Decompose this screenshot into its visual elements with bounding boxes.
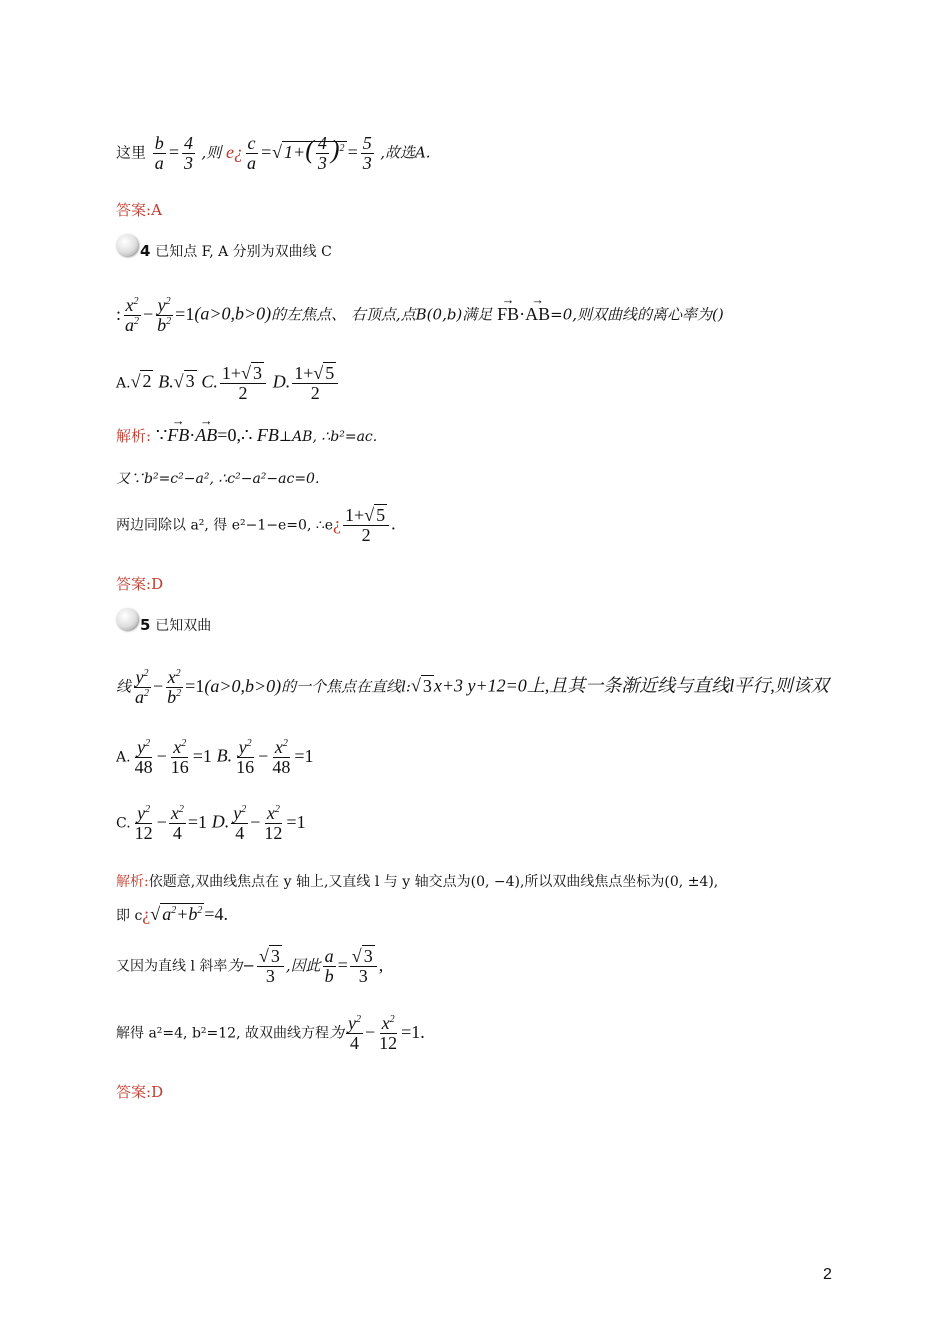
q5-analysis-2-formula: √ $a^2+b^2 =4$.	[150, 904, 228, 924]
q5-analysis-4-mid: 为	[328, 1023, 344, 1042]
q5-bullet-icon	[116, 608, 138, 630]
q4-analysis-3-marker: ¿	[333, 513, 342, 534]
q5-analysis-3	[116, 947, 383, 986]
q4-analysis-label: 解析:	[116, 427, 152, 445]
q5-answer	[116, 1081, 163, 1102]
q3-solution-line	[116, 134, 431, 173]
q4-option-c: $\frac{1+√ 3}{2}$	[220, 364, 266, 403]
q5-stem-line: 线 $\frac{y^2}{a^2}$ − $\frac{x^2}{b^2}$ =1(a>0,b>0)的一个焦点在直线l:√ 3 x+3 y+12=0上,且其一条渐近线与直线l平行,则该双	[116, 667, 829, 707]
q5-option-d-label: D.	[211, 811, 230, 832]
q5-number: 5	[140, 616, 151, 634]
q5-stem-head-text: 已知双曲	[155, 618, 212, 634]
q4-analysis-3-result: $\frac{1+√ 5}{2}$	[343, 506, 389, 545]
q4-answer-value: D	[151, 575, 164, 593]
q4-options	[116, 364, 340, 403]
q4-option-d: $\frac{1+√ 5}{2}$	[292, 364, 338, 403]
q3-answer-value: A	[151, 201, 162, 219]
q4-vector-product: → FB·→ AB	[497, 304, 550, 324]
q5-ratio-formula: $\frac{a}{b}$ = $\frac{√ 3}{3}$ ,	[324, 946, 384, 986]
q4-option-a-label: A.	[116, 375, 131, 392]
q5-option-b: $\frac{y^2}{16}$ − $\frac{x^2}{48}$ =1	[236, 737, 314, 777]
q3-solution-tail: ,故选A.	[380, 143, 431, 162]
q5-analysis-1-text: 依题意,双曲线焦点在 y 轴上,又直线 l 与 y 轴交点为(0, −4),所以双曲线焦点坐标为(0, ±4),	[148, 874, 719, 890]
q5-analysis-3-tail: ,因此	[285, 956, 321, 975]
page-number: 2	[823, 1266, 832, 1283]
q4-analysis-3: 两边同除以 a², 得 e²−1−e=0, ∴e¿ $\frac{1+√ 5}{2}$ .	[116, 505, 396, 545]
q4-stem-mid: 的左焦点、 右顶点,点B(0,b)满足	[271, 305, 493, 324]
q4-option-d-label: D.	[272, 371, 291, 392]
q4-condition: (a>0,b>0)	[194, 303, 272, 324]
q3-answer-label: 答案:	[116, 201, 152, 219]
q5-analysis-3-head: 又因为直线 l 斜率	[116, 958, 228, 975]
q5-stem-line-tail: x+3 y+12=0上,且其一条渐近线与直线l平行,则该双	[433, 675, 829, 696]
q5-analysis-3-mid: 为−	[227, 956, 255, 975]
q4-number: 4	[140, 242, 151, 260]
q4-analysis-3-head: 两边同除以 a², 得 e²−1−e=0, ∴e	[116, 517, 334, 534]
q4-stem-head-text: 已知点 F, A 分别为双曲线 C	[155, 244, 332, 260]
q5-option-c-label: C.	[116, 815, 131, 832]
q3-eccentricity-formula: e¿ $\frac{c}{a}$ =√ 1+( $\frac{4}{3}$ )$^2$ = $\frac{5}{3}$	[226, 133, 372, 173]
q3-ratio-formula: $\frac{b}{a}$ = $\frac{4}{3}$	[154, 133, 193, 173]
q5-answer-value: D	[151, 1083, 164, 1101]
q3-answer	[116, 199, 162, 220]
q4-analysis-1-tail: ⊥AB, ∴b²=ac.	[278, 429, 378, 445]
q4-option-b: √ 3	[173, 371, 195, 392]
q4-analysis-1	[116, 425, 377, 446]
q3-solution-prefix: 这里	[116, 143, 147, 162]
q5-final-equation: $\frac{y^2}{4}$ − $\frac{x^2}{12}$ =1.	[347, 1013, 425, 1053]
q4-analysis-vector: ∵→ FB·→ AB=0,∴ FB	[156, 425, 279, 445]
q5-analysis-2: 即 c¿√ $a^2+b^2 =4$.	[116, 904, 228, 924]
q4-analysis-2: 又∵b²=c²−a², ∴c²−a²−ac=0.	[116, 471, 320, 487]
q5-options-ab	[116, 738, 313, 777]
q3-solution-then: ,则	[201, 143, 222, 162]
q4-option-a: √ 2	[130, 371, 152, 392]
q5-stem-head	[140, 615, 211, 635]
q5-analysis-2-head: 即 c	[116, 908, 143, 924]
q5-option-d: $\frac{y^2}{4}$ − $\frac{x^2}{12}$ =1	[233, 803, 306, 843]
q4-answer	[116, 573, 163, 594]
q5-analysis-4	[116, 1014, 425, 1053]
q4-answer-label: 答案:	[116, 575, 152, 593]
q4-stem-head	[140, 241, 332, 261]
q4-hyperbola-formula: : $\frac{x^2}{a^2}$ − $\frac{y^2}{b^2}$ =1	[116, 295, 195, 335]
q4-stem-end: =0,则双曲线的离心率为()	[550, 305, 724, 324]
q4-bullet-icon	[116, 234, 138, 256]
q5-option-b-label: B.	[216, 745, 233, 766]
q5-option-a: $\frac{y^2}{48}$ − $\frac{x^2}{16}$ =1	[134, 737, 212, 777]
q5-option-c: $\frac{y^2}{12}$ − $\frac{x^2}{4}$ =1	[134, 803, 207, 843]
q5-stem-line-text: 的一个焦点在直线l:	[281, 677, 411, 696]
q4-option-c-label: C.	[201, 371, 218, 392]
q4-option-b-label: B.	[158, 371, 174, 392]
q5-analysis-4-head: 解得 a²=4, b²=12, 故双曲线方程	[116, 1025, 329, 1042]
q5-option-a-label: A.	[116, 749, 131, 766]
q4-stem-line	[116, 296, 724, 335]
q5-analysis-label: 解析:	[116, 874, 149, 890]
q5-answer-label: 答案:	[116, 1083, 152, 1101]
q5-slope-value: $\frac{√ 3}{3}$	[257, 947, 284, 986]
q5-hyperbola-formula: $\frac{y^2}{a^2}$ − $\frac{x^2}{b^2}$ =1(a>0,b>0)	[135, 667, 282, 707]
q5-options-cd	[116, 804, 306, 843]
q5-analysis-1	[116, 871, 718, 891]
